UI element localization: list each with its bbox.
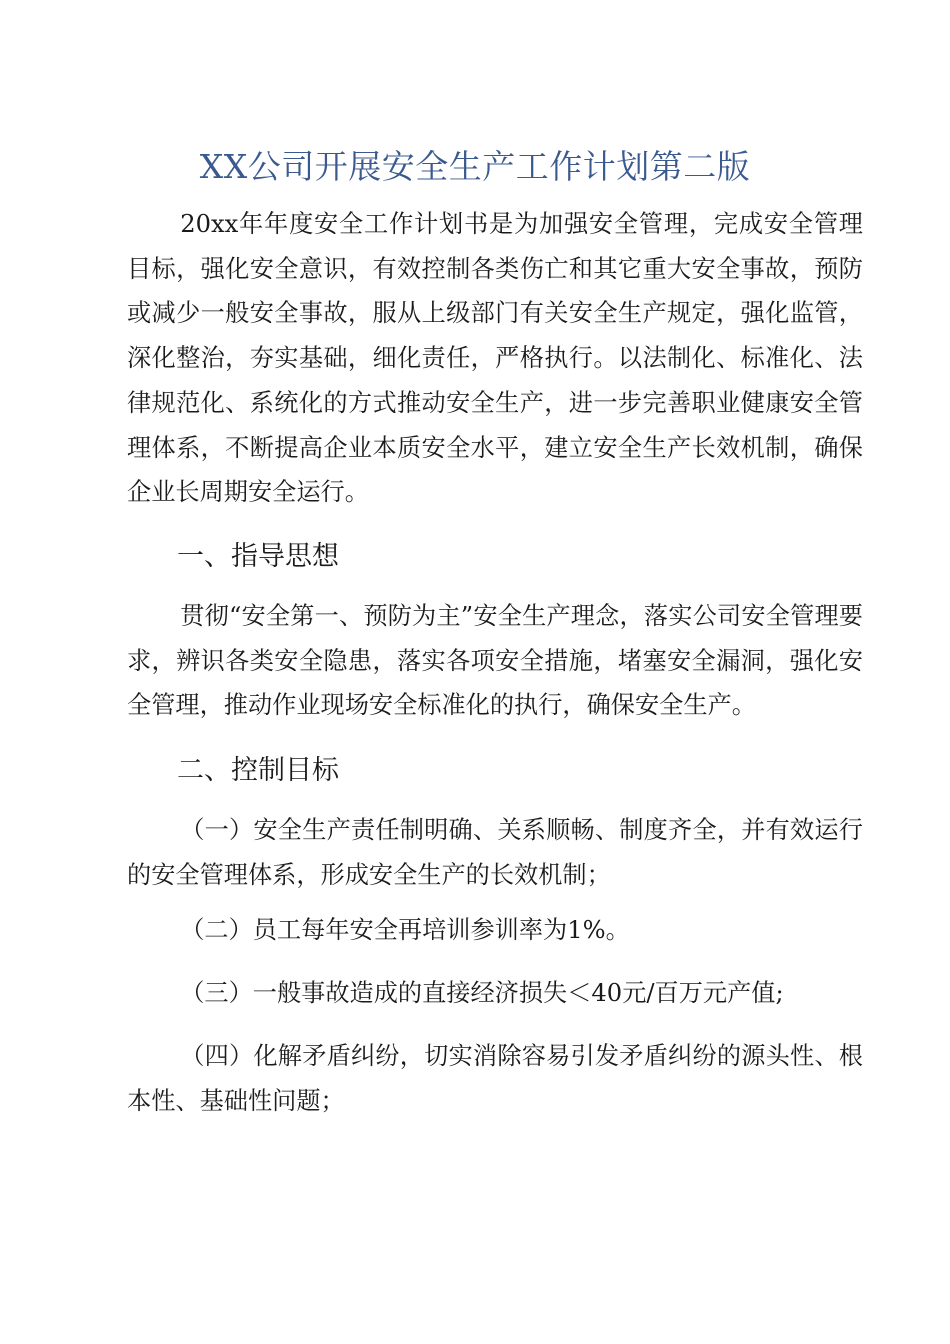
guiding-thought-paragraph: 贯彻“安全第一、预防为主”安全生产理念，落实公司安全管理要求，辨识各类安全隐患，落实各项安全措施，堵塞安全漏洞，强化安全管理，推动作业现场安全标准化的执行，确保安全生产。 xyxy=(127,602,863,720)
control-target-item: （一）安全生产责任制明确、关系顺畅、制度齐全，并有效运行的安全管理体系，形成安全生产的长效机制； xyxy=(127,816,863,889)
control-target-item: （四）化解矛盾纠纷，切实消除容易引发矛盾纠纷的源头性、根本性、基础性问题； xyxy=(127,1042,863,1115)
section-heading-control-targets: 二、控制目标 xyxy=(177,755,339,786)
document-title: XX公司开展安全生产工作计划第二版 xyxy=(199,147,751,186)
intro-paragraph: 20xx年年度安全工作计划书是为加强安全管理，完成安全管理目标，强化安全意识，有效控制各类伤亡和其它重大安全事故，预防或减少一般安全事故，服从上级部门有关安全生产规定，强化监管，深化整治，夯实基础，细化责任，严格执行。以法制化、标准化、法律规范化、系统化的方式推动安全生产，进一步完善职业健康安全管理体系，不断提高企业本质安全水平，建立安全生产长效机制，确保企业长周期安全运行。 xyxy=(127,210,863,507)
section-heading-guiding-thought: 一、指导思想 xyxy=(177,541,339,572)
control-target-item: （二）员工每年安全再培训参训率为1%。 xyxy=(180,916,630,944)
control-target-item: （三）一般事故造成的直接经济损失＜40元/百万元产值; xyxy=(180,979,784,1007)
